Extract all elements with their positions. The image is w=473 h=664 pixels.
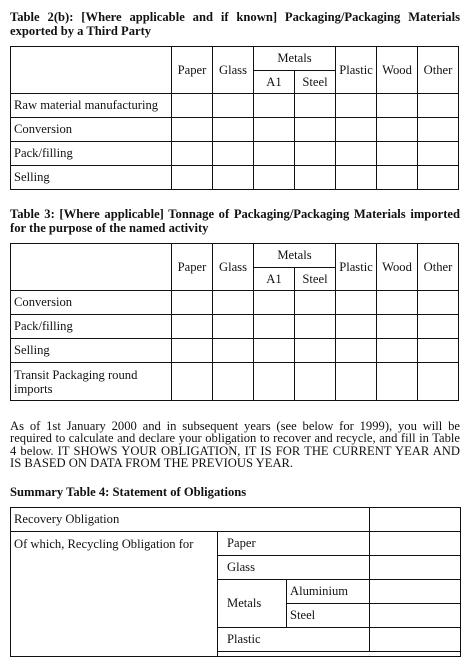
- row-label: Conversion: [11, 291, 172, 315]
- input-cell[interactable]: [213, 363, 254, 401]
- input-cell[interactable]: [172, 166, 213, 190]
- table-2b: [10, 46, 459, 190]
- input-cell[interactable]: [336, 291, 377, 315]
- input-cell[interactable]: [254, 315, 295, 339]
- input-cell[interactable]: [295, 142, 336, 166]
- input-cell[interactable]: [213, 339, 254, 363]
- input-cell[interactable]: [336, 315, 377, 339]
- input-cell[interactable]: [213, 118, 254, 142]
- input-cell[interactable]: [295, 166, 336, 190]
- metals-label: Metals: [218, 580, 287, 628]
- input-cell[interactable]: [254, 339, 295, 363]
- input-cell[interactable]: [172, 363, 213, 401]
- input-cell[interactable]: [370, 580, 461, 604]
- row-label: Raw material manufacturing: [11, 94, 172, 118]
- input-cell[interactable]: [295, 339, 336, 363]
- header-glass: Glass: [213, 47, 254, 94]
- input-cell[interactable]: [172, 291, 213, 315]
- spacer-cell: [218, 652, 461, 657]
- input-cell[interactable]: [418, 291, 459, 315]
- input-cell[interactable]: [213, 291, 254, 315]
- input-cell[interactable]: [370, 628, 461, 652]
- header-al: A1: [254, 71, 295, 94]
- input-cell[interactable]: [172, 118, 213, 142]
- table-row: [11, 94, 459, 118]
- row-label: Selling: [11, 166, 172, 190]
- header-plastic: Plastic: [336, 47, 377, 94]
- header-plastic: Plastic: [336, 244, 377, 291]
- row-label: Selling: [11, 339, 172, 363]
- table-4-title: Summary Table 4: Statement of Obligations: [10, 485, 247, 499]
- header-paper: Paper: [172, 244, 213, 291]
- input-cell[interactable]: [377, 94, 418, 118]
- header-metals: Metals: [254, 47, 336, 71]
- corner-cell: [11, 244, 172, 291]
- header-glass: Glass: [213, 244, 254, 291]
- input-cell[interactable]: [377, 291, 418, 315]
- input-cell[interactable]: [418, 315, 459, 339]
- obligation-paragraph: As of 1st January 2000 and in subsequent years (see below for 1999), you will be required to calculate and declare your obligation to recover and recycle, and fill in Table 4 below. IT SHOWS YOUR OBLIGATION, IT IS FOR THE CURRENT YEAR AND IS BASED ON DATA FROM THE PREVIOUS YEAR.: [10, 419, 460, 470]
- header-wood: Wood: [377, 244, 418, 291]
- input-cell[interactable]: [213, 94, 254, 118]
- row-label: Pack/filling: [11, 142, 172, 166]
- input-cell[interactable]: [254, 118, 295, 142]
- input-cell[interactable]: [418, 363, 459, 401]
- input-cell[interactable]: [172, 339, 213, 363]
- corner-cell: [11, 47, 172, 94]
- input-cell[interactable]: [295, 315, 336, 339]
- input-cell[interactable]: [418, 94, 459, 118]
- input-cell[interactable]: [254, 166, 295, 190]
- input-cell[interactable]: [254, 142, 295, 166]
- input-cell[interactable]: [336, 363, 377, 401]
- input-cell[interactable]: [295, 291, 336, 315]
- aluminium-label: Aluminium: [287, 580, 370, 604]
- table-row: [11, 118, 459, 142]
- input-cell[interactable]: [418, 339, 459, 363]
- plastic-label: Plastic: [218, 628, 370, 652]
- input-cell[interactable]: [172, 142, 213, 166]
- table-row: [11, 315, 459, 339]
- input-cell[interactable]: [336, 142, 377, 166]
- input-cell[interactable]: [370, 508, 461, 532]
- header-other: Other: [418, 47, 459, 94]
- input-cell[interactable]: [370, 604, 461, 628]
- input-cell[interactable]: [254, 363, 295, 401]
- header-paper: Paper: [172, 47, 213, 94]
- table-row: [11, 363, 459, 401]
- input-cell[interactable]: [377, 166, 418, 190]
- input-cell[interactable]: [336, 339, 377, 363]
- input-cell[interactable]: [377, 315, 418, 339]
- table-row: [11, 142, 459, 166]
- header-al: A1: [254, 268, 295, 291]
- input-cell[interactable]: [213, 315, 254, 339]
- recovery-obligation-label: Recovery Obligation: [11, 508, 370, 532]
- header-metals: Metals: [254, 244, 336, 268]
- row-label: Transit Packaging round imports: [11, 363, 172, 401]
- table-row: [11, 291, 459, 315]
- table-4: [10, 507, 461, 657]
- input-cell[interactable]: [213, 166, 254, 190]
- input-cell[interactable]: [370, 556, 461, 580]
- input-cell[interactable]: [370, 532, 461, 556]
- input-cell[interactable]: [213, 142, 254, 166]
- input-cell[interactable]: [377, 118, 418, 142]
- input-cell[interactable]: [295, 94, 336, 118]
- header-steel: Steel: [295, 268, 336, 291]
- input-cell[interactable]: [418, 142, 459, 166]
- paper-label: Paper: [218, 532, 370, 556]
- input-cell[interactable]: [172, 94, 213, 118]
- recycling-obligation-label: Of which, Recycling Obligation for: [11, 532, 218, 657]
- row-label: Conversion: [11, 118, 172, 142]
- input-cell[interactable]: [295, 363, 336, 401]
- input-cell[interactable]: [336, 118, 377, 142]
- input-cell[interactable]: [418, 166, 459, 190]
- glass-label: Glass: [218, 556, 370, 580]
- table-row: [11, 339, 459, 363]
- steel-label: Steel: [287, 604, 370, 628]
- input-cell[interactable]: [377, 339, 418, 363]
- header-wood: Wood: [377, 47, 418, 94]
- input-cell[interactable]: [254, 94, 295, 118]
- input-cell[interactable]: [377, 363, 418, 401]
- header-steel: Steel: [295, 71, 336, 94]
- header-other: Other: [418, 244, 459, 291]
- input-cell[interactable]: [254, 291, 295, 315]
- input-cell[interactable]: [418, 118, 459, 142]
- row-label: Pack/filling: [11, 315, 172, 339]
- input-cell[interactable]: [295, 118, 336, 142]
- table-row: [11, 166, 459, 190]
- input-cell[interactable]: [336, 166, 377, 190]
- input-cell[interactable]: [377, 142, 418, 166]
- input-cell[interactable]: [336, 94, 377, 118]
- table-3: [10, 243, 459, 401]
- input-cell[interactable]: [172, 315, 213, 339]
- table-2b-title: Table 2(b): [Where applicable and if known] Packaging/Packaging Materials exported by a Third Party: [10, 10, 460, 38]
- table-3-title: Table 3: [Where applicable] Tonnage of Packaging/Packaging Materials imported for the purpose of the named activity: [10, 207, 460, 235]
